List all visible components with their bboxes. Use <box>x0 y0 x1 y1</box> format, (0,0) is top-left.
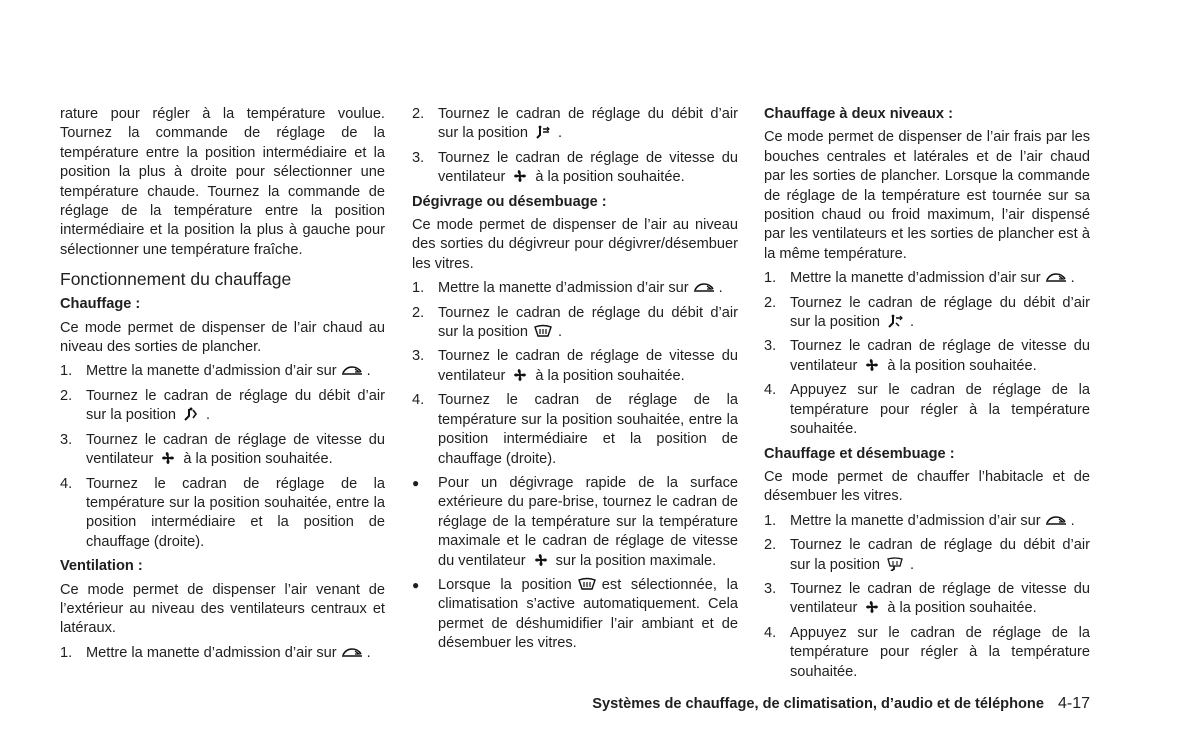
outside-air-intake-icon <box>340 645 364 659</box>
list-item: 3. Tournez le cadran de réglage de vitesse du ventilateur à la position souhaitée. <box>60 431 385 468</box>
section-heading: Fonctionnement du chauffage <box>60 269 292 290</box>
list-item: 2. Tournez le cadran de réglage du débit d’air sur la position . <box>412 106 738 142</box>
outside-air-intake-icon <box>692 280 716 294</box>
vent-mode-icon <box>531 125 555 139</box>
list-number: 3. <box>764 580 777 597</box>
bullet-item: ● Pour un dégivrage rapide de la surface extérieure du pare-brise, tournez le cadran de réglage de la température sur la température maximale et le cadran de réglage de vitesse du ventilateur sur la position maximale. <box>412 474 738 569</box>
list-number: 2. <box>412 106 425 122</box>
column-3 <box>764 105 1090 687</box>
paragraph: Ce mode permet de dispenser de l’air au niveau des sorties du dégivreur pour dégivrer/désembuer les vitres. <box>412 217 738 272</box>
list-item: 1. Mettre la manette d’admission d’air sur . <box>764 512 1090 531</box>
list-number: 3. <box>412 348 425 365</box>
list-number: 4. <box>60 475 73 492</box>
list-number: 1. <box>60 363 73 380</box>
list-item: 4. Tournez le cadran de réglage de la température sur la position souhaitée, entre la position intermédiaire et la position de chauffage (droite). <box>412 392 738 467</box>
list-number: 3. <box>764 338 777 355</box>
bullet: ● <box>412 475 420 490</box>
floor-mode-icon <box>179 407 203 421</box>
list-number: 2. <box>412 304 425 321</box>
outside-air-intake-icon <box>340 363 364 377</box>
list-item: 1. Mettre la manette d’admission d’air sur . <box>412 279 738 298</box>
list-item: 1. Mettre la manette d’admission d’air sur . <box>60 644 385 663</box>
list-item: 1. Mettre la manette d’admission d’air sur . <box>60 362 385 381</box>
list-item: 2. Tournez le cadran de réglage du débit d’air sur la position . <box>764 294 1090 331</box>
list-item: 2. Tournez le cadran de réglage du débit d’air sur la position . <box>412 304 738 341</box>
fan-icon <box>860 600 884 614</box>
floor-defrost-mode-icon <box>883 557 907 571</box>
list-number: 4. <box>412 392 425 409</box>
list-number: 3. <box>412 149 425 166</box>
mode-heading-chauffage-desembuage: Chauffage et désembuage : <box>764 445 955 462</box>
list-item: 4. Appuyez sur le cadran de réglage de la température pour régler à la température souhaitée. <box>764 382 1090 438</box>
defrost-icon <box>531 324 555 338</box>
list-item: 4. Tournez le cadran de réglage de la température sur la position souhaitée, entre la position intermédiaire et la position de chauffage (droite). <box>60 475 385 550</box>
list-item: 3. Tournez le cadran de réglage de vitesse du ventilateur à la position souhaitée. <box>412 348 738 384</box>
paragraph: Ce mode permet de dispenser de l’air frais par les bouches centrales et latérales et de l’air chaud par les sorties de plancher. Lorsque la commande de réglage de la température est tournée sur sa position chaud ou froid maximum, l’air dispensé par les ventilateurs et les sorties de plancher est à la même température. <box>764 129 1090 262</box>
list-number: 2. <box>764 294 777 311</box>
mode-heading-deux-niveaux: Chauffage à deux niveaux : <box>764 106 953 122</box>
list-item: 1. Mettre la manette d’admission d’air sur . <box>764 269 1090 288</box>
mode-heading-ventilation: Ventilation : <box>60 558 143 575</box>
column-1 <box>60 105 385 668</box>
list-number: 4. <box>764 382 777 399</box>
list-number: 3. <box>60 431 73 448</box>
fan-icon <box>508 169 532 183</box>
footer-title: Systèmes de chauffage, de climatisation, d’audio et de téléphone <box>592 696 1044 712</box>
list-item: 2. Tournez le cadran de réglage du débit d’air sur la position . <box>764 537 1090 573</box>
paragraph: Ce mode permet de dispenser de l’air chaud au niveau des sorties de plancher. <box>60 319 385 356</box>
list-number: 1. <box>60 644 73 661</box>
list-item: 3. Tournez le cadran de réglage de vitesse du ventilateur à la position souhaitée. <box>764 338 1090 374</box>
bullet: ● <box>412 577 420 592</box>
mode-heading-degivrage: Dégivrage ou désembuage : <box>412 193 607 210</box>
bi-level-mode-icon <box>883 314 907 328</box>
list-item: 3. Tournez le cadran de réglage de vitesse du ventilateur à la position souhaitée. <box>764 580 1090 617</box>
list-number: 1. <box>764 270 777 287</box>
outside-air-intake-icon <box>1044 513 1068 527</box>
list-item: 3. Tournez le cadran de réglage de vitesse du ventilateur à la position souhaitée. <box>412 149 738 186</box>
bullet-item: ● Lorsque la position est sélectionnée, la climatisation s’active automatiquement. Cela permet de déshumidifier l’air ambiant et de désembuer les vitres. <box>412 576 738 652</box>
list-item: 4. Appuyez sur le cadran de réglage de la température pour régler à la température souhaitée. <box>764 624 1090 680</box>
outside-air-intake-icon <box>1044 270 1068 284</box>
fan-icon <box>156 451 180 465</box>
list-number: 2. <box>60 387 73 404</box>
list-number: 1. <box>412 280 425 297</box>
paragraph: Ce mode permet de chauffer l’habitacle et de désembuer les vitres. <box>764 468 1090 505</box>
fan-icon <box>529 553 553 567</box>
list-number: 4. <box>764 624 777 641</box>
page-number: 4-17 <box>1057 695 1090 712</box>
page-footer <box>400 694 1090 714</box>
fan-icon <box>860 358 884 372</box>
paragraph: Ce mode permet de dispenser l’air venant de l’extérieur au niveau des ventilateurs centraux et latéraux. <box>60 581 385 637</box>
mode-heading-chauffage: Chauffage : <box>60 296 141 313</box>
defrost-icon <box>575 577 599 591</box>
column-2 <box>412 105 738 659</box>
list-item: 2. Tournez le cadran de réglage du débit d’air sur la position . <box>60 387 385 424</box>
paragraph: rature pour régler à la température voulue. Tournez la commande de réglage de la température entre la position intermédiaire et la position la plus à droite pour sélectionner une température chaude. Tournez la commande de réglage de la température entre la position intermédiaire et la position la plus à gauche pour sélectionner une température fraîche. <box>60 106 385 258</box>
list-number: 2. <box>764 537 777 554</box>
fan-icon <box>508 368 532 382</box>
list-number: 1. <box>764 512 777 529</box>
